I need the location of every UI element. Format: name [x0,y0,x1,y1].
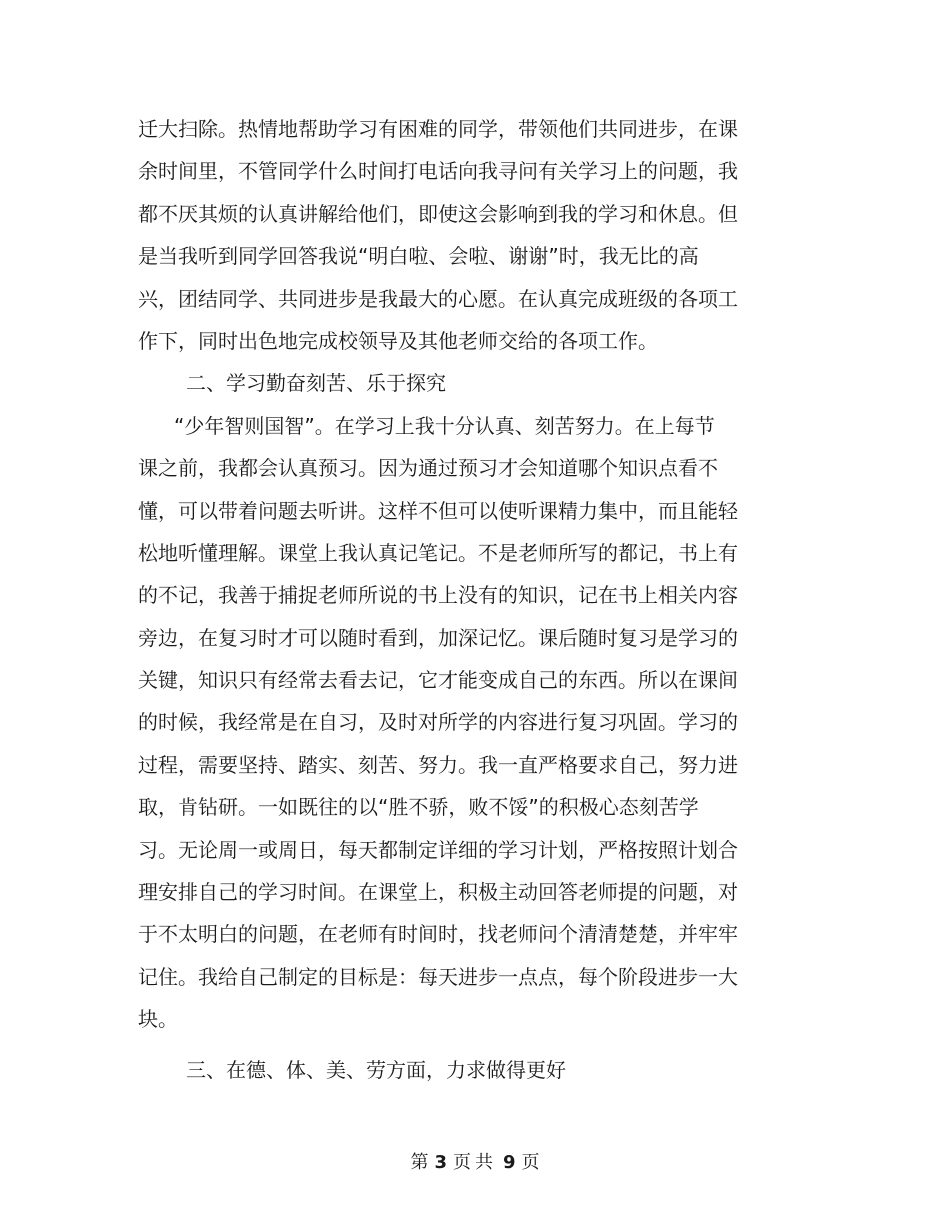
footer-page-word: 页 [453,1152,471,1173]
text-line: 的时候，我经常是在自习，及时对所学的内容进行复习巩固。学习的 [138,710,738,735]
text-line: 的不记，我善于捕捉老师所说的书上没有的知识，记在书上相关内容 [138,583,738,608]
text-line: “少年智则国智”。在学习上我十分认真、刻苦努力。在上每节 [174,413,715,438]
text-line: 是当我听到同学回答我说“明白啦、会啦、谢谢”时，我无比的高 [138,244,699,269]
text-line: 懂，可以带着问题去听讲。这样不但可以使听课精力集中，而且能轻 [138,498,738,523]
text-line: 作下，同时出色地完成校领导及其他老师交给的各项工作。 [138,328,658,353]
text-line: 余时间里，不管同学什么时间打电话向我寻问有关学习上的问题，我 [138,159,738,184]
text-line: 记住。我给自己制定的目标是：每天进步一点点，每个阶段进步一大 [138,964,738,989]
total-pages-number: 9 [503,1152,516,1173]
page-footer [0,1150,950,1176]
text-line: 习。无论周一或周日，每天都制定详细的学习计划，严格按照计划合 [138,837,738,862]
current-page-number: 3 [434,1152,447,1173]
paragraph-gap [138,1041,760,1049]
text-line: 课之前，我都会认真预习。因为通过预习才会知道哪个知识点看不 [138,456,718,481]
text-line: 块。 [138,1007,178,1032]
text-line: 旁边，在复习时才可以随时看到，加深记忆。课后随时复习是学习的 [138,625,738,650]
footer-prefix: 第 [410,1152,429,1173]
text-line: 迁大扫除。热情地帮助学习有困难的同学，带领他们共同进步，在课 [138,117,738,141]
text-line: 关键，知识只有经常去看去记，它才能变成自己的东西。所以在课间 [138,668,738,693]
section-heading-2: 二、学习勤奋刻苦、乐于探究 [186,371,446,396]
footer-total-word: 共 [475,1152,493,1173]
text-line: 于不太明白的问题，在老师有时间时，找老师问个清清楚楚，并牢牢 [138,922,738,947]
text-line: 松地听懂理解。课堂上我认真记笔记。不是老师所写的都记，书上有 [138,540,738,565]
body-text [138,108,760,1091]
text-line: 取，肯钻研。一如既往的以“胜不骄，败不馁”的积极心态刻苦学 [138,795,699,820]
text-line: 都不厌其烦的认真讲解给他们，即使这会影响到我的学习和休息。但 [138,201,738,226]
section-heading-3: 三、在德、体、美、劳方面，力求做得更好 [186,1057,566,1082]
text-line: 兴，团结同学、共同进步是我最大的心愿。在认真完成班级的各项工 [138,286,738,311]
text-line: 理安排自己的学习时间。在课堂上，积极主动回答老师提的问题，对 [138,880,738,905]
text-line: 过程，需要坚持、踏实、刻苦、努力。我一直严格要求自己，努力进 [138,752,738,777]
footer-suffix: 页 [521,1152,540,1173]
